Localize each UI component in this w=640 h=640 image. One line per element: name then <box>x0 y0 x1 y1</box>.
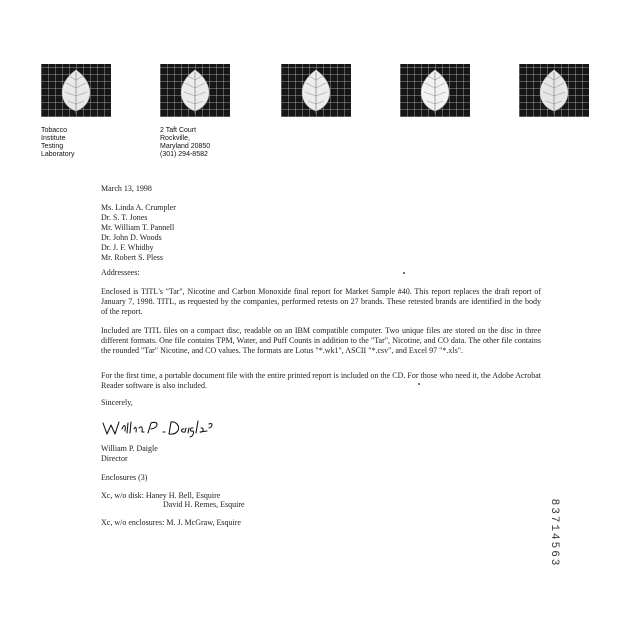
leaf-logo-1 <box>41 64 111 117</box>
cc-without-disk-line: Xc, w/o disk: Haney H. Bell, Esquire <box>101 491 221 500</box>
cc-without-enclosures-line: Xc, w/o enclosures: M. J. McGraw, Esquire <box>101 518 241 527</box>
org-name-line: Laboratory <box>41 151 75 158</box>
leaf-icon <box>62 70 90 114</box>
recipient-line: Dr. John D. Woods <box>101 233 162 242</box>
address-line: Rockville, <box>160 135 190 142</box>
leaf-icon <box>540 70 568 114</box>
recipient-line: Mr. Robert S. Pless <box>101 253 164 262</box>
document-id-text: 83714563 <box>548 498 560 568</box>
recipient-line: Dr. J. F. Whidby <box>101 243 154 252</box>
salutation: Addressees: <box>101 268 140 277</box>
closing: Sincerely, <box>101 398 133 407</box>
address-line: 2 Taft Court <box>160 127 197 134</box>
scan-speck <box>403 272 405 274</box>
address-line: Maryland 20850 <box>160 143 211 150</box>
leaf-logo-5 <box>519 64 589 117</box>
recipient-list <box>101 203 541 263</box>
scan-speck <box>418 383 420 385</box>
enclosures-note: Enclosures (3) <box>101 473 148 482</box>
address-line: (301) 294-8582 <box>160 151 208 158</box>
paragraph-3: For the first time, a portable document file with the entire printed report is included on the CD. For those who need it, the Adobe Acrobat Reader software is also included. <box>101 371 541 390</box>
org-address-block <box>160 127 210 159</box>
recipient-line: Dr. S. T. Jones <box>101 213 148 222</box>
leaf-icon <box>302 70 330 114</box>
document-id-stamp <box>548 497 560 569</box>
recipient-line: Mr. William T. Pannell <box>101 223 175 232</box>
leaf-icon <box>181 70 209 114</box>
org-name-block <box>41 127 74 159</box>
org-name-line: Tobacco <box>41 127 68 134</box>
cc-without-disk-line-2: David H. Remes, Esquire <box>163 500 245 509</box>
leaf-logo-2 <box>160 64 230 117</box>
recipient-line: Ms. Linda A. Crumpler <box>101 203 176 212</box>
leaf-icon <box>421 70 449 114</box>
org-name-line: Testing <box>41 143 64 150</box>
paragraph-2: Included are TITL files on a compact disc, readable on an IBM compatible computer. Two unique files are stored on the disc in three different formats. One file contains TPM, Water, and Puff Counts in addition to the "Tar", Nicotine, and CO data. The other file contains the rounded "Tar" Nicotine, and CO values. The formats are Lotus "*.wk1", ASCII "*.csv", and Excel 97 "*.xls". <box>101 326 541 355</box>
org-name-line: Institute <box>41 135 66 142</box>
signature <box>101 418 216 440</box>
signer-name: William P. Daigle <box>101 444 158 453</box>
signer-title: Director <box>101 454 128 463</box>
letter-date: March 13, 1998 <box>101 184 152 193</box>
leaf-logo-3 <box>281 64 351 117</box>
leaf-logo-4 <box>400 64 470 117</box>
paragraph-1: Enclosed is TITL's "Tar", Nicotine and Carbon Monoxide final report for Market Sample #40. This report replaces the draft report of January 7, 1998. TITL, as requested by the companies, performed retests on 27 brands. These retested brands are identified in the body of the report. <box>101 287 541 316</box>
